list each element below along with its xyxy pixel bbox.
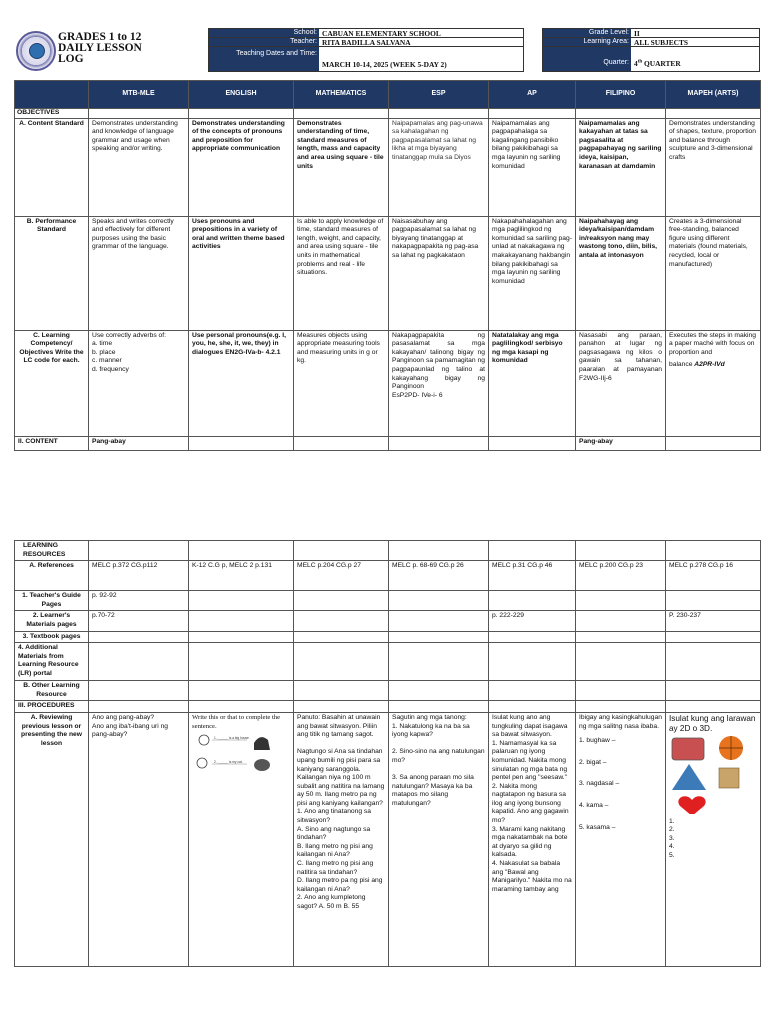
col-math: MATHEMATICS xyxy=(294,81,389,109)
review-row: A. Reviewing previous lesson or presenting the new lesson Ano ang pang-abay? Ano ang iba't-ibang uri ng pang-abay? Write this or that to complete the sentence. 1. ______ is a big house. 2. ______ is my cat. Panuto: Basahin at unawain ang bawat sitwasyon. Piliin ang titik ng tamang sagot. Nagtungo si Ana sa tindahan upang bumili ng pisi para sa kaniyang saranggola. Kailangan niya ng 100 m subalit ang natitira na lamang ay 50 m. Ilang metro pa ng pisi ang kaniyang kailangan? 1. Ano ang tinatanong sa sitwasyon? A. Sino ang nagtungo sa tindahan? B. Ilang metro ng pisi ang kailangan ni Ana? C. Ilang metro ng pisi ang natitira sa tindahan? D. Ilang metro pa ng pisi ang kailangan ni Ana? 2. Ano ang kumpletong sagot? A. 50 m B. 55 Sagutin ang mga tanong: 1. Nakatulong ka na ba sa iyong kapwa? 2. Sino-sino na ang natulungan mo? 3. Sa anong paraan mo sila natulungan? Masaya ka ba matapos mo silang matulungan? Isulat kung ano ang tungkuling dapat isagawa sa bawat sitwasyon. 1. Namamasyal ka sa palaruan ng iyong komunidad. Nakita mong sinulatan ng mga bata ng pentel pen ang "seesaw." 2. Nakita mong nagtatapon ng basura sa ilog ang iyong bunsong kapatid. Ano ang gagawin mo? 3. Marami kang nakitang mga nakatambak na bote at dyaryo sa gilid ng kalsada. 4. Nakasulat sa babala ang "Bawal ang Manigarilyo." Nakita mo na maraming tambay ang Ibigay ang kasingkahulugan ng mga salitng nasa ibaba. 1. bughaw – 2. bigat – 3. nagdasal – 4. kama – 5. kasama – Isulat kung ang larawan ay 2D o 3D. 1. 2. 3. 4. 5. xyxy=(15,712,761,966)
performance-standard-row: B. Performance Standard Speaks and writes correctly and effectively for different purposes using the basic grammar of the language. Uses pronouns and prepositions in a variety of oral and written theme based activities Is able to apply knowledge of time, standard measures of length, weight, and capacity, and area using square - tile units in mathematical problems and real - life situations. Naisasabuhay ang pagpapasalamat sa lahat ng biyayang tinatanggap at nakapagpapakita ng pag-asa sa lahat ng pagkakataon Nakapahahalagahan ang mga paglilingkod ng komunidad sa sariling pag- unlad at nakakagawa ng makakayanang hakbangin bilang pakikibahagi sa mga layunin ng sariling komunidad Naipahahayag ang ideya/kaisipan/damdam in/reaksyon nang may wastong tono, diin, bilis, antala at intonasyon Creates a 3-dimensional free-standing, balanced figure using different materials (found materials, recycled, local or manufactured) xyxy=(15,216,761,330)
filipino-item: 3. nagdasal – xyxy=(579,780,620,788)
english-activity-figure xyxy=(192,731,284,777)
learning-resources-label: LEARNING RESOURCES xyxy=(15,541,89,561)
house-icon xyxy=(254,737,270,750)
content-row: II. CONTENT Pang-abay Pang-abay xyxy=(15,436,761,450)
filipino-item: 4. kama – xyxy=(579,801,609,809)
gift-box-icon xyxy=(719,768,739,788)
cat-icon xyxy=(254,759,270,771)
mapeh-item: 4. xyxy=(669,843,675,851)
content-standard-row: A. Content Standard Demonstrates understanding and knowledge of language grammar and usage when speaking and/or writing. Demonstrates understanding of the concepts of pronouns and preposition for appropriate communication Demonstrates understanding of time, standard measures of length, mass and capacity and area using square - tile units Naipapamalas ang pag-unawa sa kahalagahan ng pagpapasalamat sa lahat ng likha at mga biyayang tinatanggap mula sa Diyos Naipamamalas ang pagpapahalaga sa kagalingang pansibiko bilang pakikibahagi sa mga layunin ng sariling komunidad Naipamamalas ang kakayahan at tatas sa pagsasalita at pagpapahayag ng sariling ideya, kaisipan, karanasan at damdamin Demonstrates understanding of shapes, texture, proportion and balance through sculpture and 3-dimensional crafts xyxy=(15,118,761,216)
filipino-item: 2. bigat – xyxy=(579,758,607,766)
deped-seal-icon xyxy=(16,31,56,71)
svg-text:2. ______ is my cat.: 2. ______ is my cat. xyxy=(214,760,243,765)
teaching-dates: MARCH 10-14, 2025 (WEEK 5-DAY 2) xyxy=(322,60,447,69)
mapeh-item: 3. xyxy=(669,834,675,842)
quarter: 4th QUARTER xyxy=(634,59,681,68)
learning-area: ALL SUBJECTS xyxy=(634,38,689,47)
objectives-table xyxy=(14,80,761,451)
svg-text:1. ______ is a big house.: 1. ______ is a big house. xyxy=(214,736,250,741)
filipino-item: 1. bughaw – xyxy=(579,737,616,745)
objectives-label: OBJECTIVES xyxy=(15,109,89,119)
document-title: GRADES 1 to 12 DAILY LESSON LOG xyxy=(58,31,142,65)
col-ap: AP xyxy=(489,81,576,109)
lesson-log-header xyxy=(14,28,760,72)
child-icon xyxy=(199,735,209,745)
references-row: A. References MELC p.372 CG.p112 K-12 C.G p, MELC 2 p.131 MELC p.204 CG.p 27 MELC p. 68-69 CG.p 26 MELC p.31 CG.p 46 MELC p.200 CG.p 23 MELC p.278 CG.p 16 xyxy=(15,561,761,591)
competency-row: C. Learning Competency/ Objectives Write the LC code for each. Use correctly adverbs of: a. time b. place c. manner d. frequency Use personal pronouns(e.g. I, you, he, she, it, we, they) in dialogues EN2G-IVa-b- 4.2.1 Measures objects using appropriate measuring tools and measuring units in g or kg. Nakapagpapakita ng pasasalamat sa mga kakayahan/ talinong bigay ng Panginoon sa pamamagitan ng pagpapaunlad ng talino at kakayahang bigay ng Panginoon EsP2PD- IVe-i- 6 Natatalakay ang mga paglilingkod/ serbisyo ng mga kasapi ng komunidad Nasasabi ang paraan, panahon at lugar ng pagsasagawa ng kilos o gawain sa tahanan, paaralan at pamayanan F2WG-IIj-6 Executes the steps in making a paper maché with focus on proportion and balance A2PR-IVd xyxy=(15,330,761,436)
heart-shape-icon xyxy=(678,796,705,814)
column-header-row xyxy=(15,81,761,109)
learners-materials-row: 2. Learner's Materials pages p.70-72 p. 222-229 P. 230-237 xyxy=(15,611,761,631)
mapeh-item: 2. xyxy=(669,826,675,834)
resources-procedures-table: LEARNING RESOURCES A. References MELC p.372 CG.p112 K-12 C.G p, MELC 2 p.131 MELC p.204 CG.p 27 MELC p. 68-69 CG.p 26 MELC p.31 CG.p 46 MELC p.200 CG.p 23 MELC p.278 CG.p 16 1. Teacher's Guide Pages p. 92-92 2. Learner's Materials pages p.70-72 p. 222-229 P. 230-237 3. Textbook pages 4. Additional Materials from Learning Resource (LR) portal B. Other Learning Resource III. PROCEDURES A. Reviewing previous lesson or presenting the new lesson Ano ang pang-abay? Ano ang iba't-ibang uri ng pang-abay? Write this or that to complete the sentence. 1. ______ is a big house. 2. ______ is my cat. Panuto: Basahin at unawain ang bawat sitwasyon. Piliin ang titik ng tamang sagot. Nagtungo si Ana sa tindahan upang bumili ng pisi para sa kaniyang saranggola. Kailangan niya ng 100 m subalit ang natitira na lamang ay 50 m. Ilang metro pa ng pisi ang kaniyang kailangan? 1. Ano ang tinatanong sa sitwasyon? A. Sino ang nagtungo sa tindahan? B. Ilang metro ng pisi ang kailangan ni Ana? C. Ilang metro ng pisi ang natitira sa tindahan? D. Ilang metro pa ng pisi ang kailangan ni Ana? 2. Ano ang kumpletong sagot? A. 50 m B. 55 Sagutin ang mga tanong: 1. Nakatulong ka na ba sa iyong kapwa? 2. Sino-sino na ang natulungan mo? 3. Sa anong paraan mo sila natulungan? Masaya ka ba matapos mo silang matulungan? Isulat kung ano ang tungkuling dapat isagawa sa bawat sitwasyon. 1. Namamasyal ka sa palaruan ng iyong komunidad. Nakita mong sinulatan ng mga bata ng pentel pen ang "seesaw." 2. Nakita mong nagtatapon ng basura sa ilog ang iyong bunsong kapatid. Ano ang gagawin mo? 3. Marami kang nakitang mga nakatambak na bote at dyaryo sa gilid ng kalsada. 4. Nakasulat sa babala ang "Bawal ang Manigarilyo." Nakita mo na maraming tambay ang Ibigay ang kasingkahulugan ng mga salitng nasa ibaba. 1. bughaw – 2. bigat – 3. nagdasal – 4. kama – 5. kasama – Isulat kung ang larawan ay 2D o 3D. 1. 2. 3. 4. 5. xyxy=(14,540,761,967)
teachers-guide-row: 1. Teacher's Guide Pages p. 92-92 xyxy=(15,591,761,611)
filipino-item: 5. kasama – xyxy=(579,823,616,831)
child-icon xyxy=(197,758,207,768)
grade-info-box: Grade Level: II Learning Area: ALL SUBJECTS Quarter: 4th QUARTER xyxy=(542,28,760,72)
teacher-name: RITA BADILLA SALVANA xyxy=(322,38,411,47)
col-esp: ESP xyxy=(389,81,489,109)
col-mtb: MTB-MLE xyxy=(89,81,189,109)
col-filipino: FILIPINO xyxy=(576,81,666,109)
school-name: CABUAN ELEMENTARY SCHOOL xyxy=(322,29,441,38)
col-english: ENGLISH xyxy=(189,81,294,109)
rectangle-shape-icon xyxy=(672,738,704,760)
mapeh-item: 5. xyxy=(669,851,675,859)
col-mapeh: MAPEH (ARTS) xyxy=(666,81,761,109)
triangle-shape-icon xyxy=(672,764,706,790)
grade-level: II xyxy=(634,29,640,38)
shapes-figure xyxy=(669,734,749,814)
mapeh-item: 1. xyxy=(669,817,675,825)
school-info-box: School: CABUAN ELEMENTARY SCHOOL Teacher: RITA BADILLA SALVANA Teaching Dates and Time: MARCH 10-14, 2025 (WEEK 5-DAY 2) xyxy=(208,28,524,72)
